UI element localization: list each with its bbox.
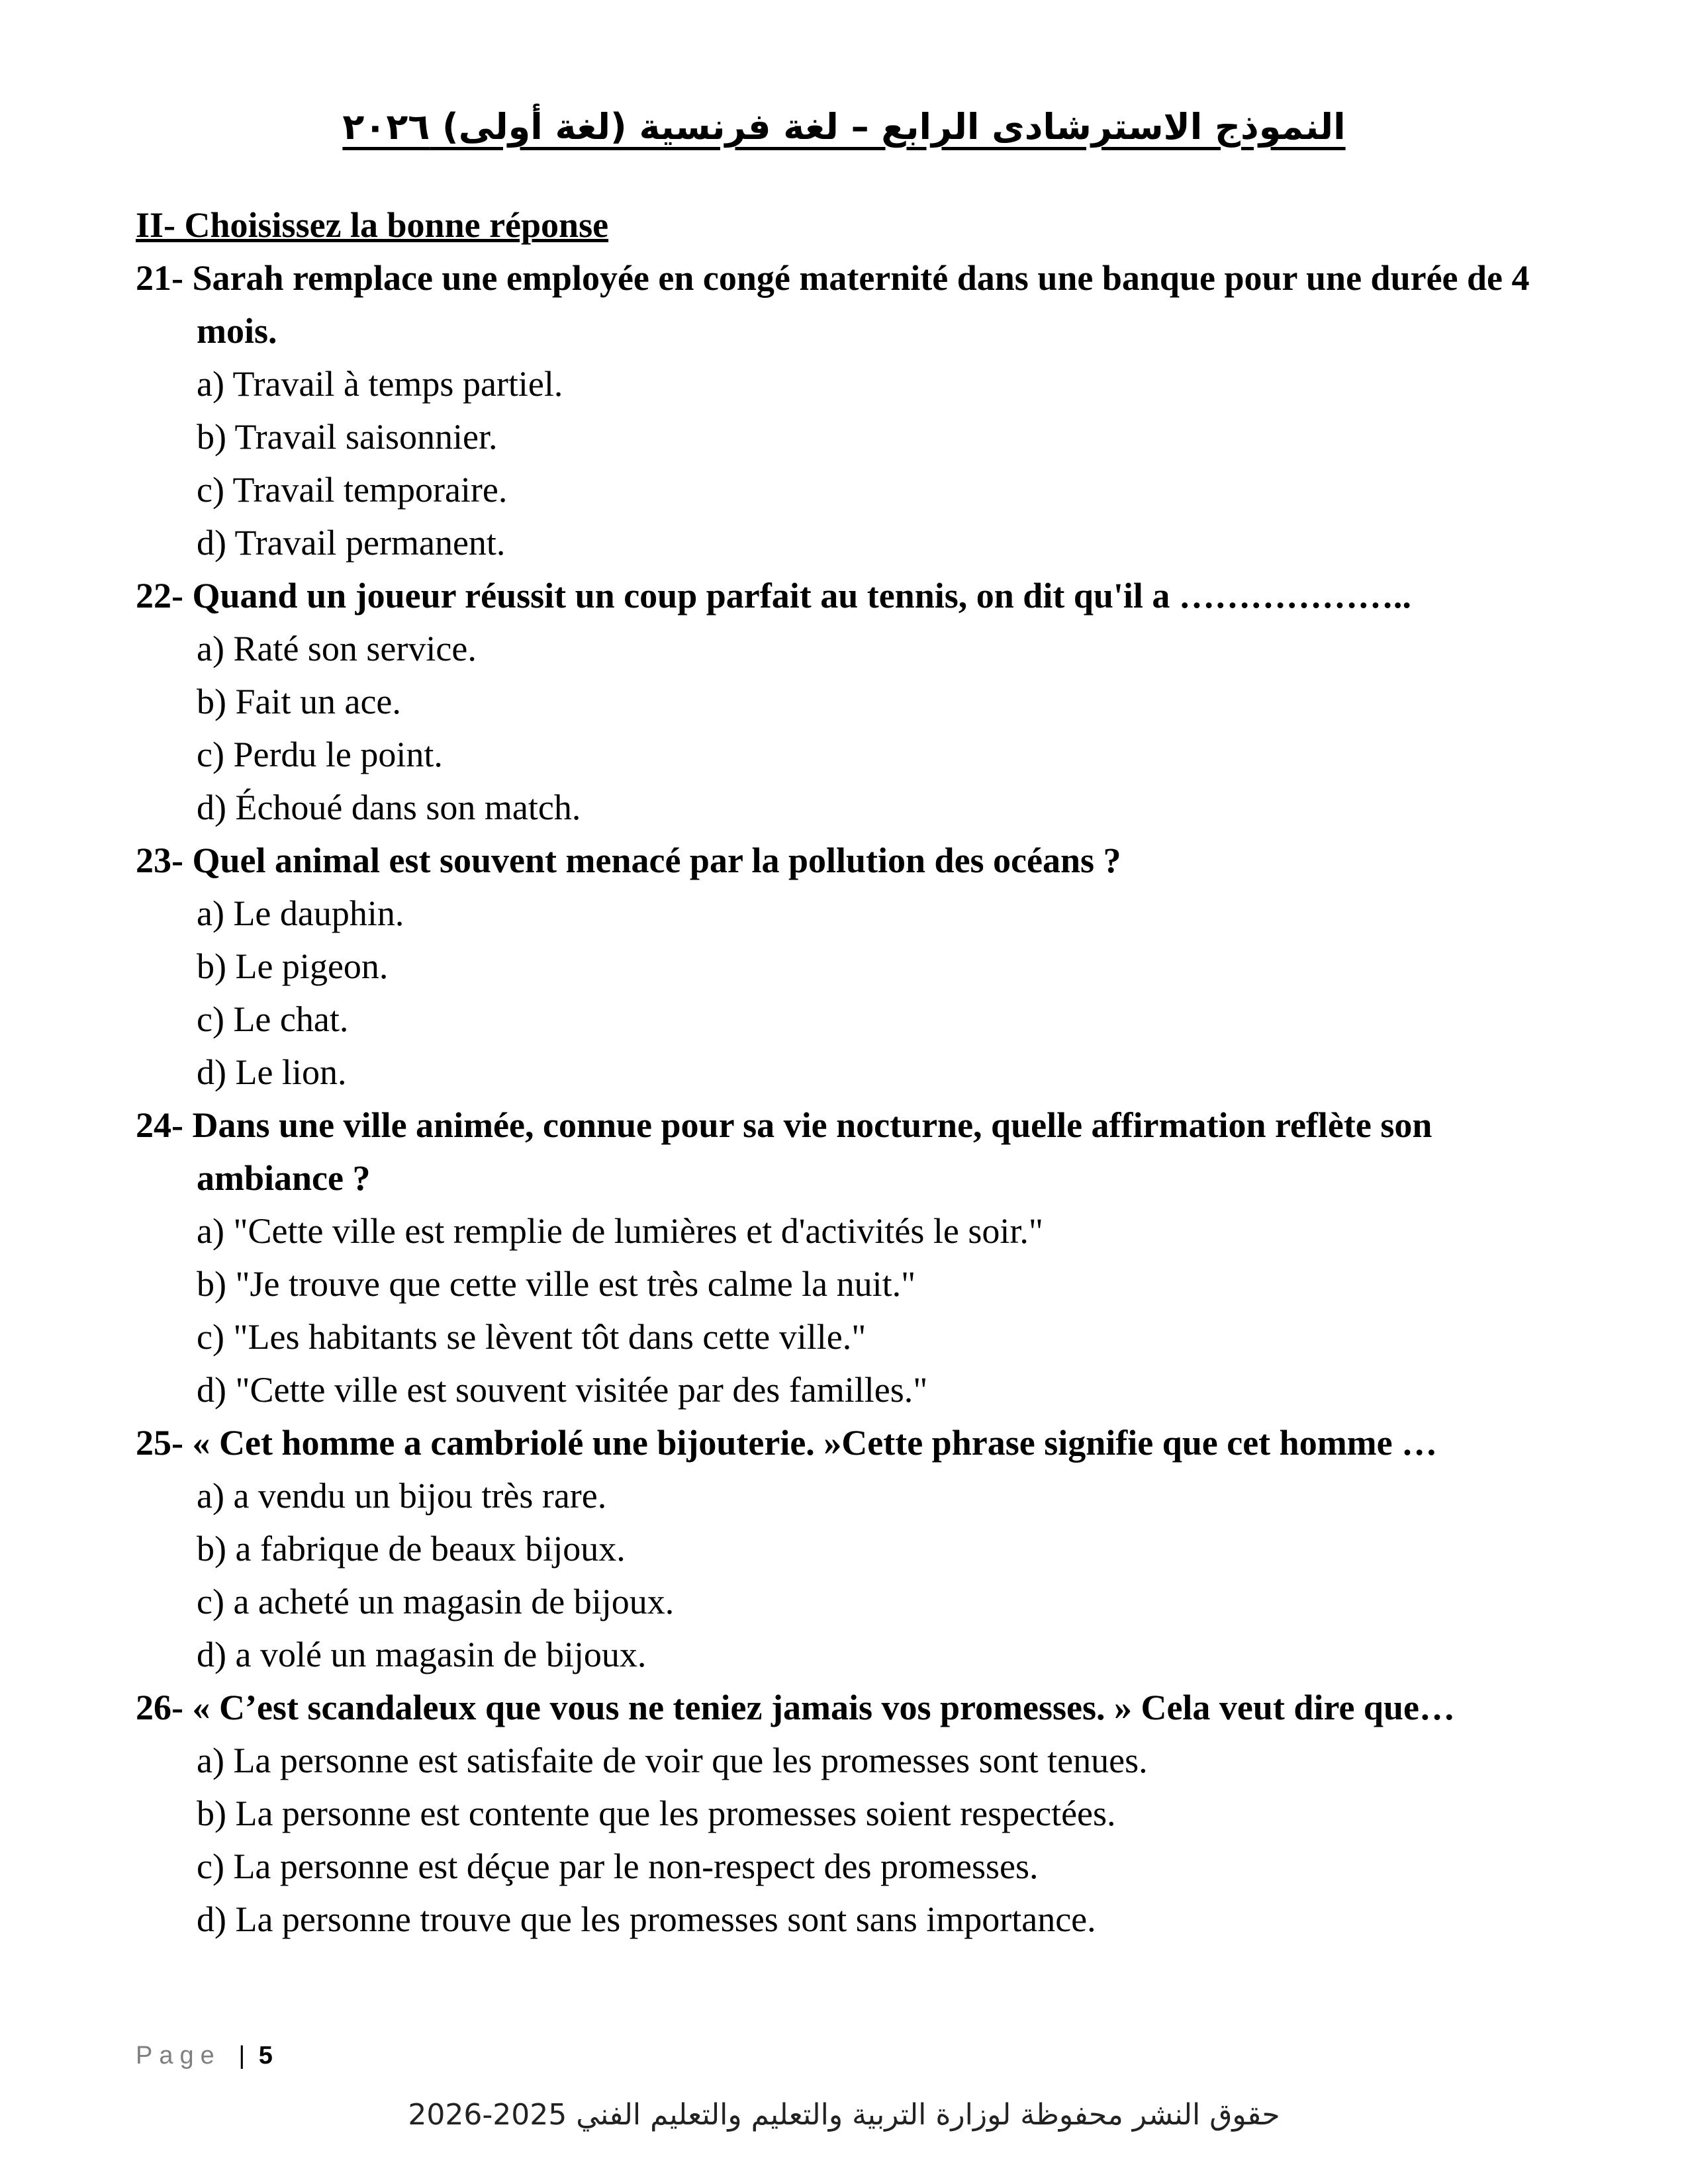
option-c: c) "Les habitants se lèvent tôt dans cette ville.": [197, 1317, 867, 1357]
question-21: [136, 251, 1559, 569]
option-d: d) a volé un magasin de bijoux.: [197, 1635, 647, 1674]
option-d: d) La personne trouve que les promesses sont sans importance.: [197, 1899, 1096, 1939]
option-a: a) Raté son service.: [197, 629, 477, 668]
option-b: b) a fabrique de beaux bijoux.: [197, 1529, 626, 1569]
question-text: 23- Quel animal est souvent menacé par la pollution des océans ?: [136, 841, 1121, 880]
option-b: b) Fait un ace.: [197, 682, 401, 721]
exam-content: [136, 199, 1559, 1946]
question-24: [136, 1099, 1559, 1416]
option-d: d) Le lion.: [197, 1052, 347, 1092]
question-23: [136, 834, 1559, 1099]
option-d: d) Échoué dans son match.: [197, 788, 581, 827]
question-text: 22- Quand un joueur réussit un coup parfait au tennis, on dit qu'il a ………………..: [136, 576, 1411, 615]
question-22: [136, 569, 1559, 834]
option-a: a) "Cette ville est remplie de lumières et d'activités le soir.": [197, 1211, 1043, 1251]
option-a: a) La personne est satisfaite de voir que les promesses sont tenues.: [197, 1741, 1148, 1780]
section-title: II- Choisissez la bonne réponse: [136, 205, 609, 245]
question-26: [136, 1681, 1559, 1946]
option-b: b) La personne est contente que les promesses soient respectées.: [197, 1794, 1116, 1833]
page-title-text: النموذج الاسترشادى الرابع – لغة فرنسية (لغة أولى) ٢٠٢٦: [342, 106, 1346, 148]
question-text: 26- « C’est scandaleux que vous ne teniez jamais vos promesses. » Cela veut dire que…: [136, 1688, 1455, 1727]
page-label: Page: [136, 2042, 221, 2070]
question-text: 25- « Cet homme a cambriolé une bijouterie. »Cette phrase signifie que cet homme …: [136, 1423, 1438, 1463]
option-list: [136, 1205, 1559, 1416]
option-d: d) Travail permanent.: [197, 523, 506, 563]
option-list: [136, 622, 1559, 834]
page-title: [0, 106, 1688, 148]
option-c: c) Le chat.: [197, 999, 349, 1039]
option-d: d) "Cette ville est souvent visitée par des familles.": [197, 1370, 928, 1410]
copyright-notice: حقوق النشر محفوظة لوزارة التربية والتعليم والتعليم الفني 2025-2026: [408, 2098, 1280, 2132]
option-list: [136, 1734, 1559, 1946]
option-list: [136, 1469, 1559, 1681]
page-footer: [136, 2042, 273, 2070]
option-c: c) Travail temporaire.: [197, 470, 508, 510]
option-list: [136, 887, 1559, 1099]
option-a: a) Travail à temps partiel.: [197, 364, 563, 404]
question-25: [136, 1416, 1559, 1681]
option-a: a) Le dauphin.: [197, 893, 404, 933]
option-list: [136, 357, 1559, 569]
question-text: 21- Sarah remplace une employée en congé maternité dans une banque pour une durée de 4 mois.: [136, 258, 1530, 351]
question-text: 24- Dans une ville animée, connue pour sa vie nocturne, quelle affirmation reflète son ambiance ?: [136, 1105, 1432, 1198]
option-c: c) a acheté un magasin de bijoux.: [197, 1582, 675, 1621]
option-a: a) a vendu un bijou très rare.: [197, 1476, 607, 1516]
page-number: 5: [258, 2042, 273, 2070]
option-b: b) "Je trouve que cette ville est très calme la nuit.": [197, 1264, 916, 1304]
page-separator: |: [238, 2042, 246, 2070]
option-c: c) Perdu le point.: [197, 735, 443, 774]
option-c: c) La personne est déçue par le non-respect des promesses.: [197, 1846, 1039, 1886]
option-b: b) Travail saisonnier.: [197, 417, 498, 457]
option-b: b) Le pigeon.: [197, 946, 389, 986]
